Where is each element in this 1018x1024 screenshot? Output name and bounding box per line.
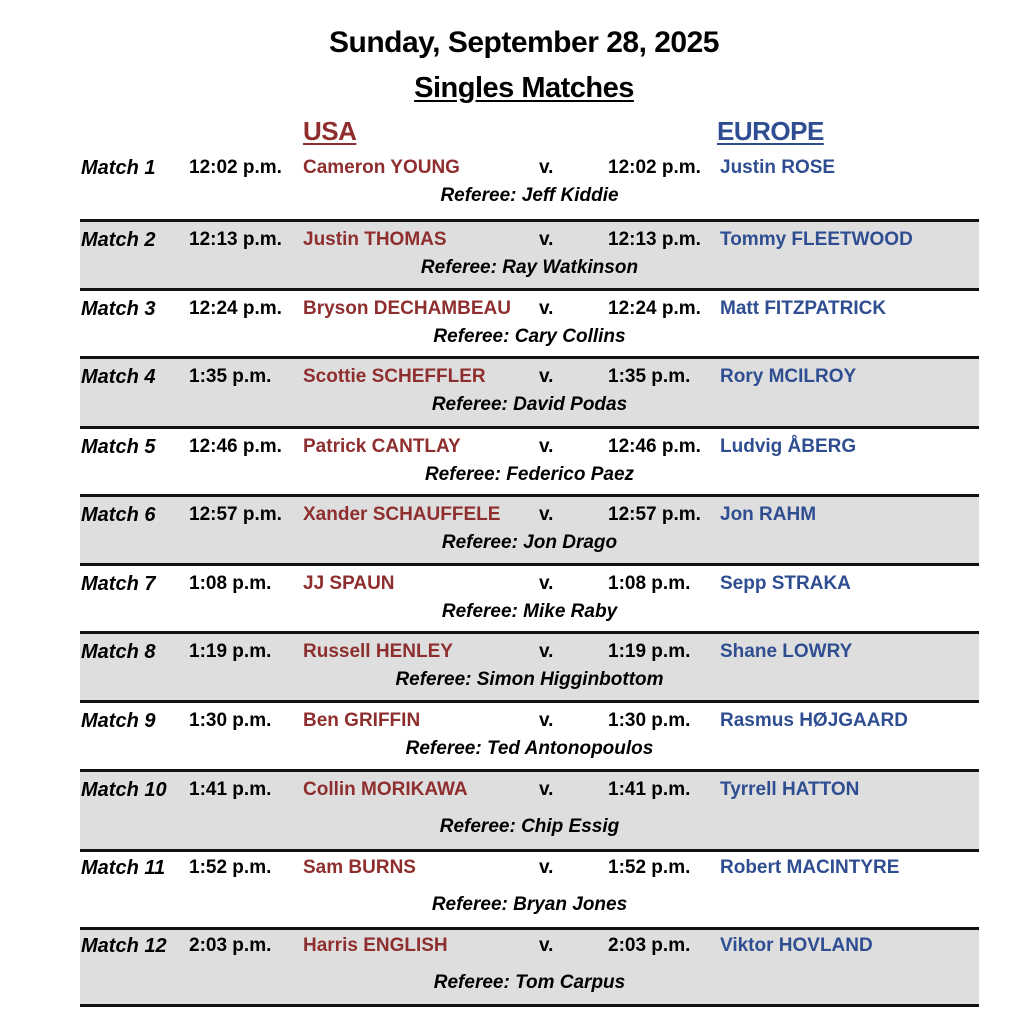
- europe-player: Jon RAHM: [720, 504, 817, 525]
- team-usa-heading: USA: [303, 116, 357, 146]
- europe-tee-time: 1:52 p.m.: [608, 857, 691, 878]
- europe-player: Sepp STRAKA: [720, 573, 851, 594]
- match-row: [80, 769, 979, 850]
- usa-player: Justin THOMAS: [303, 229, 447, 250]
- match-label: Match 5: [81, 436, 156, 458]
- usa-tee-time: 1:41 p.m.: [189, 779, 272, 800]
- europe-tee-time: 12:13 p.m.: [608, 229, 701, 250]
- europe-tee-time: 12:46 p.m.: [608, 436, 701, 457]
- usa-player: Russell HENLEY: [303, 641, 453, 662]
- table-bottom-border: [80, 1004, 979, 1007]
- usa-tee-time: 1:35 p.m.: [189, 366, 272, 387]
- versus-label: v.: [539, 436, 554, 457]
- match-row: [80, 927, 979, 1007]
- versus-label: v.: [539, 935, 554, 956]
- versus-label: v.: [539, 641, 554, 662]
- match-label: Match 12: [81, 935, 167, 957]
- match-label: Match 8: [81, 641, 156, 663]
- europe-player: Rory MCILROY: [720, 366, 857, 387]
- usa-player: Patrick CANTLAY: [303, 436, 461, 457]
- referee: Referee: Federico Paez: [424, 464, 635, 485]
- europe-player: Tyrrell HATTON: [720, 779, 860, 800]
- usa-player: Harris ENGLISH: [303, 935, 448, 956]
- usa-player: Ben GRIFFIN: [303, 710, 421, 731]
- europe-tee-time: 12:24 p.m.: [608, 298, 701, 319]
- referee: Referee: Cary Collins: [433, 326, 626, 347]
- match-row: [80, 700, 979, 769]
- europe-player: Viktor HOVLAND: [720, 935, 873, 956]
- referee: Referee: Simon Higginbottom: [395, 669, 664, 690]
- usa-tee-time: 1:19 p.m.: [189, 641, 272, 662]
- usa-player: Scottie SCHEFFLER: [303, 366, 486, 387]
- referee: Referee: Bryan Jones: [431, 894, 628, 915]
- match-label: Match 10: [81, 779, 167, 801]
- usa-tee-time: 12:13 p.m.: [189, 229, 282, 250]
- versus-label: v.: [539, 504, 554, 525]
- match-label: Match 6: [81, 504, 156, 526]
- versus-label: v.: [539, 857, 554, 878]
- match-row: [80, 219, 979, 288]
- europe-player: Ludvig ÅBERG: [720, 436, 857, 457]
- europe-player: Matt FITZPATRICK: [720, 298, 887, 319]
- page-title: Sunday, September 28, 2025: [329, 26, 719, 59]
- europe-tee-time: 1:30 p.m.: [608, 710, 691, 731]
- match-label: Match 4: [81, 366, 156, 388]
- versus-label: v.: [539, 366, 554, 387]
- match-row: [80, 631, 979, 701]
- europe-tee-time: 12:02 p.m.: [608, 157, 701, 178]
- match-row: [80, 356, 979, 426]
- usa-tee-time: 1:52 p.m.: [189, 857, 272, 878]
- match-label: Match 11: [81, 857, 166, 879]
- usa-tee-time: 12:46 p.m.: [189, 436, 282, 457]
- europe-player: Tommy FLEETWOOD: [720, 229, 913, 250]
- referee: Referee: Jeff Kiddie: [440, 185, 619, 206]
- match-row: [80, 563, 979, 632]
- versus-label: v.: [539, 157, 554, 178]
- referee: Referee: Chip Essig: [439, 816, 620, 837]
- europe-player: Rasmus HØJGAARD: [720, 710, 908, 731]
- versus-label: v.: [539, 710, 554, 731]
- usa-player: Cameron YOUNG: [303, 157, 460, 178]
- referee: Referee: Ray Watkinson: [420, 257, 639, 278]
- usa-player: JJ SPAUN: [303, 573, 395, 594]
- europe-tee-time: 1:19 p.m.: [608, 641, 691, 662]
- referee: Referee: Ted Antonopoulos: [405, 738, 654, 759]
- usa-tee-time: 12:57 p.m.: [189, 504, 282, 525]
- usa-player: Bryson DECHAMBEAU: [303, 298, 511, 319]
- usa-player: Collin MORIKAWA: [303, 779, 468, 800]
- usa-tee-time: 1:30 p.m.: [189, 710, 272, 731]
- europe-player: Shane LOWRY: [720, 641, 853, 662]
- referee: Referee: Jon Drago: [441, 532, 618, 553]
- usa-tee-time: 12:24 p.m.: [189, 298, 282, 319]
- match-row: [80, 849, 979, 928]
- match-row: [80, 150, 979, 216]
- versus-label: v.: [539, 573, 554, 594]
- europe-tee-time: 2:03 p.m.: [608, 935, 691, 956]
- usa-tee-time: 12:02 p.m.: [189, 157, 282, 178]
- usa-tee-time: 1:08 p.m.: [189, 573, 272, 594]
- versus-label: v.: [539, 779, 554, 800]
- europe-tee-time: 1:41 p.m.: [608, 779, 691, 800]
- europe-player: Robert MACINTYRE: [720, 857, 900, 878]
- usa-tee-time: 2:03 p.m.: [189, 935, 272, 956]
- referee: Referee: Mike Raby: [441, 601, 618, 622]
- referee: Referee: Tom Carpus: [433, 972, 626, 993]
- match-label: Match 1: [81, 157, 156, 179]
- versus-label: v.: [539, 229, 554, 250]
- usa-player: Sam BURNS: [303, 857, 416, 878]
- europe-tee-time: 1:35 p.m.: [608, 366, 691, 387]
- match-row: [80, 494, 979, 563]
- match-label: Match 3: [81, 298, 156, 320]
- match-label: Match 2: [81, 229, 156, 251]
- referee: Referee: David Podas: [431, 394, 628, 415]
- match-label: Match 9: [81, 710, 156, 732]
- europe-tee-time: 12:57 p.m.: [608, 504, 701, 525]
- usa-player: Xander SCHAUFFELE: [303, 504, 501, 525]
- europe-tee-time: 1:08 p.m.: [608, 573, 691, 594]
- page-subtitle: Singles Matches: [414, 72, 634, 104]
- match-label: Match 7: [81, 573, 156, 595]
- match-row: [80, 288, 979, 357]
- match-row: [80, 426, 979, 495]
- versus-label: v.: [539, 298, 554, 319]
- europe-player: Justin ROSE: [720, 157, 836, 178]
- team-europe-heading: EUROPE: [717, 116, 824, 146]
